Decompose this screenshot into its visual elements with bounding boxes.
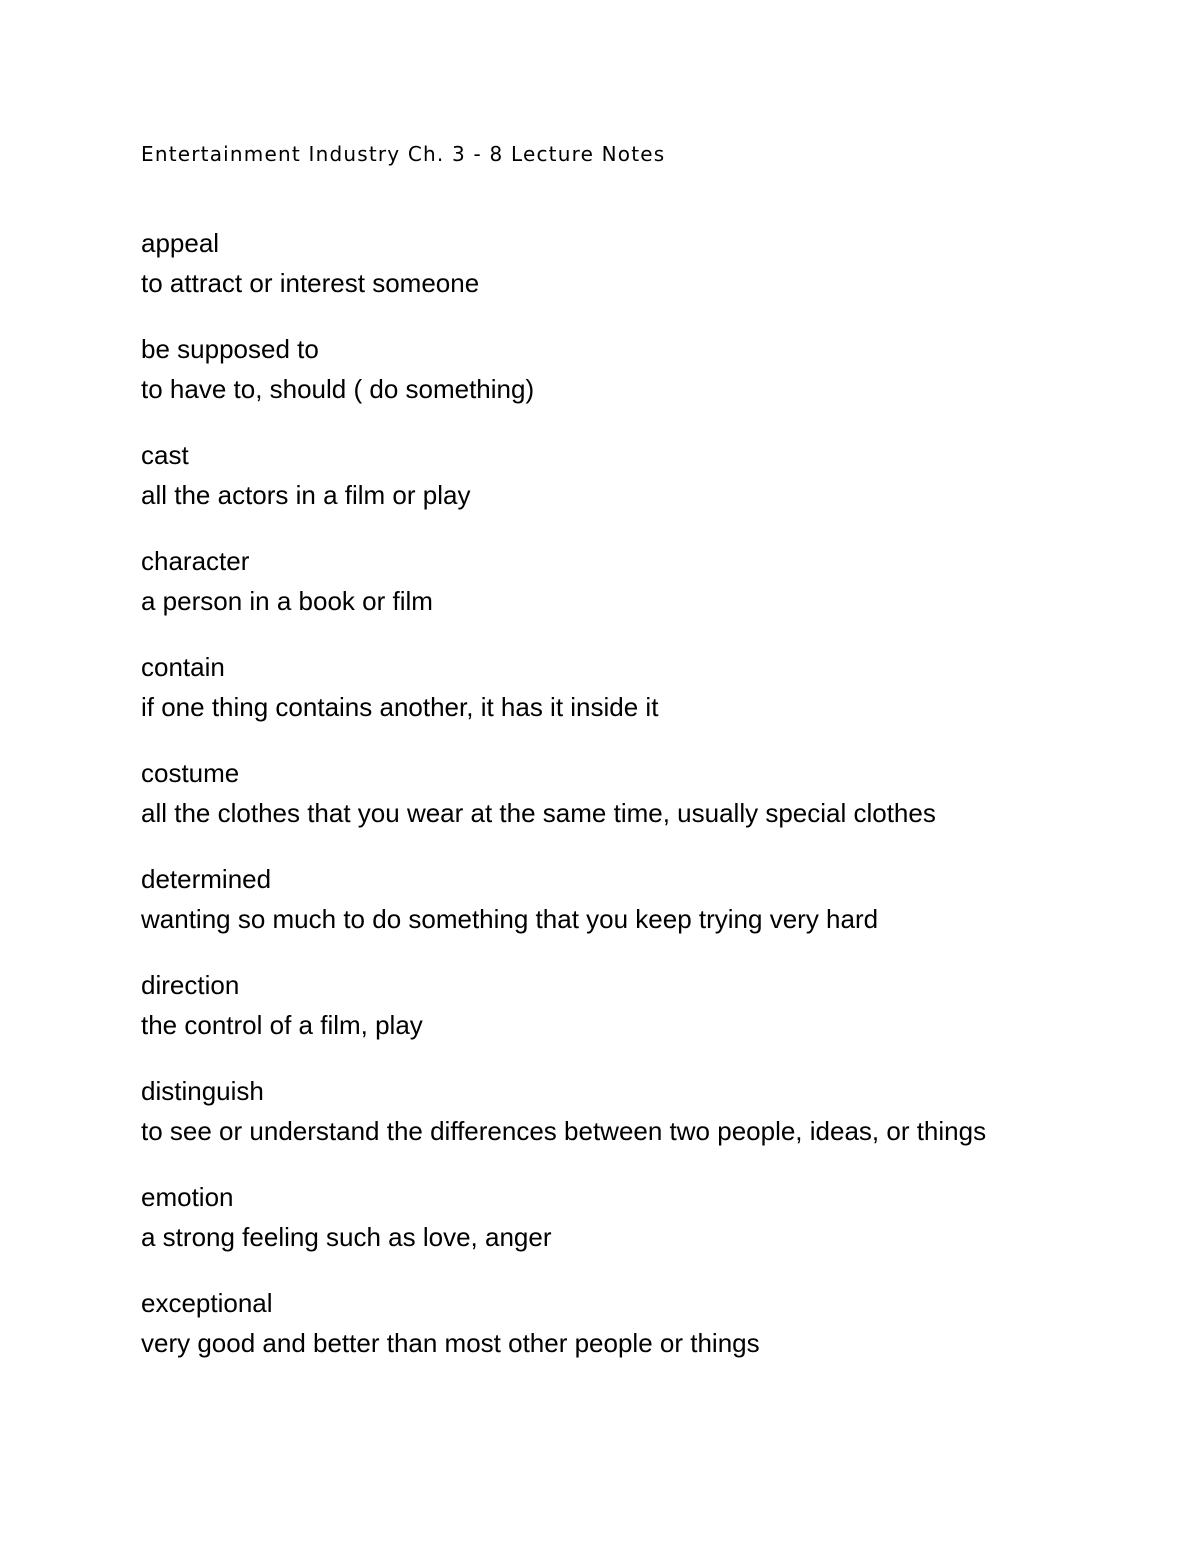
vocabulary-entry-contain	[141, 648, 1041, 727]
term: direction	[141, 970, 240, 1000]
definition: the control of a film, play	[141, 1009, 423, 1040]
vocabulary-entry-exceptional	[141, 1284, 1041, 1363]
vocabulary-entry-direction	[141, 966, 1041, 1045]
definition: a strong feeling such as love, anger	[141, 1221, 552, 1252]
term: contain	[141, 652, 225, 682]
vocabulary-entry-distinguish	[141, 1072, 1041, 1151]
definition: very good and better than most other people or things	[141, 1327, 760, 1358]
definition: to attract or interest someone	[141, 267, 480, 298]
term: character	[141, 546, 250, 576]
vocabulary-list	[141, 224, 1041, 1390]
term: emotion	[141, 1182, 234, 1212]
definition: wanting so much to do something that you keep trying very hard	[141, 903, 879, 934]
vocabulary-entry-costume	[141, 754, 1041, 833]
definition: to see or understand the differences between two people, ideas, or things	[141, 1115, 987, 1146]
vocabulary-entry-emotion	[141, 1178, 1041, 1257]
term: cast	[141, 440, 189, 470]
term: costume	[141, 758, 240, 788]
definition: all the actors in a film or play	[141, 479, 471, 510]
term: determined	[141, 864, 272, 894]
vocabulary-entry-cast	[141, 436, 1041, 515]
term: exceptional	[141, 1288, 273, 1318]
definition: if one thing contains another, it has it inside it	[141, 691, 659, 722]
definition: all the clothes that you wear at the same time, usually special clothes	[141, 797, 936, 828]
term: distinguish	[141, 1076, 264, 1106]
vocabulary-entry-character	[141, 542, 1041, 621]
term: appeal	[141, 228, 220, 258]
page-title: Entertainment Industry Ch. 3 - 8 Lecture Notes	[141, 142, 666, 166]
vocabulary-entry-be-supposed-to	[141, 330, 1041, 409]
vocabulary-entry-determined	[141, 860, 1041, 939]
term: be supposed to	[141, 334, 319, 364]
definition: to have to, should ( do something)	[141, 373, 535, 404]
definition: a person in a book or film	[141, 585, 433, 616]
vocabulary-entry-appeal	[141, 224, 1041, 303]
